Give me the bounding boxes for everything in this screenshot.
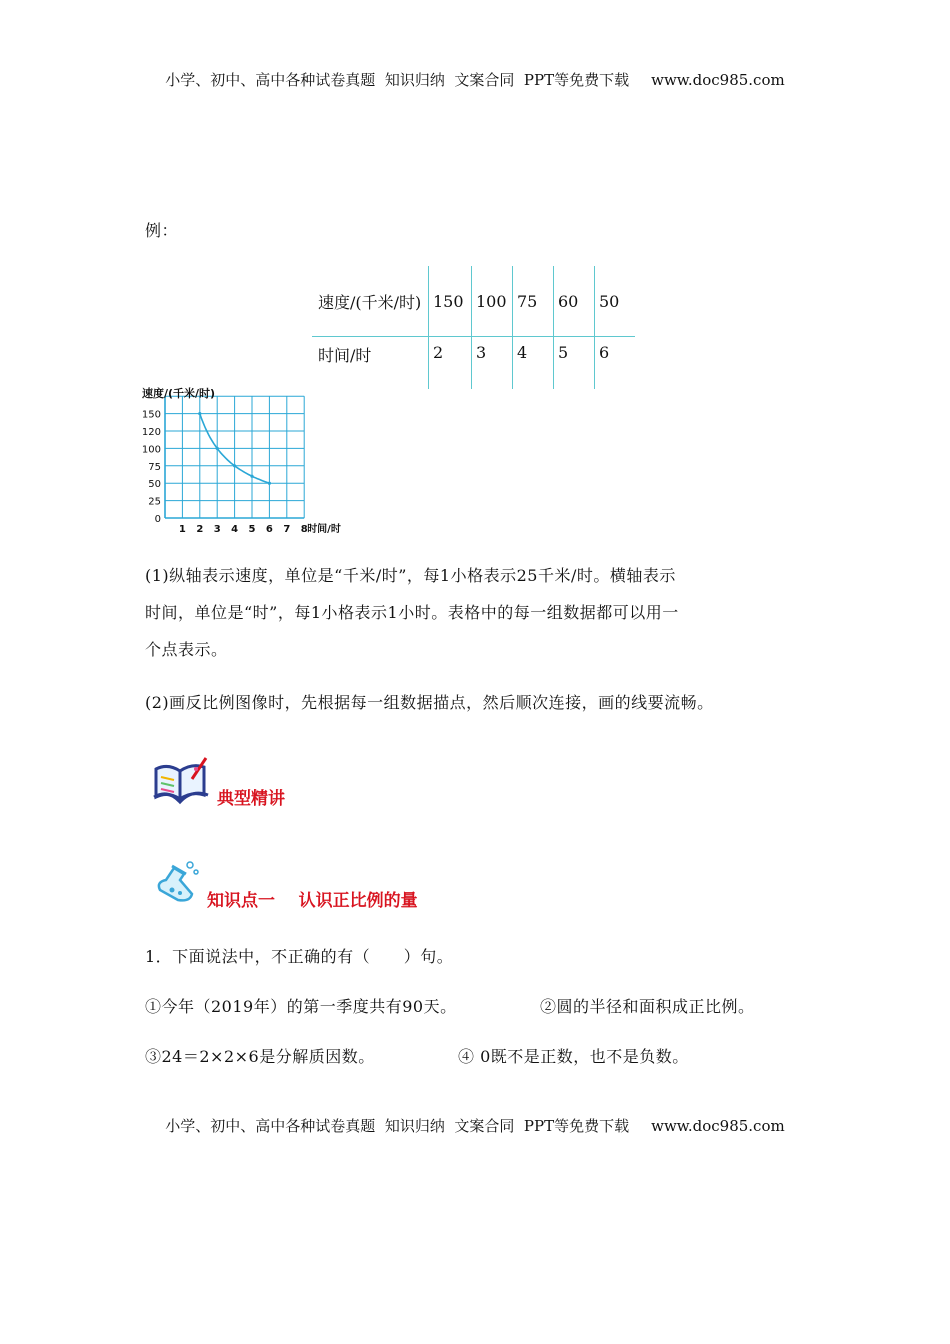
table-cell: 100: [472, 266, 513, 337]
question-option-1: ①今年（2019年）的第一季度共有90天。: [145, 997, 457, 1016]
question-option-3: ③24＝2×2×6是分解质因数。: [145, 1047, 375, 1066]
x-axis-label: 时间/时: [307, 524, 341, 535]
data-point: [268, 482, 271, 485]
page-footer: [0, 1115, 950, 1136]
example-label: 例：: [145, 221, 179, 240]
table-cell: 50: [595, 266, 636, 337]
footer-text: 小学、初中、高中各种试卷真题 知识归纳 文案合同 PPT等免费下载: [165, 1117, 630, 1135]
table-cell: 6: [595, 337, 636, 390]
header-text: 小学、初中、高中各种试卷真题 知识归纳 文案合同 PPT等免费下载: [165, 71, 630, 89]
y-tick-label: 25: [148, 496, 161, 508]
x-tick-label: 7: [283, 524, 291, 535]
open-book-icon: [152, 755, 210, 805]
y-tick-label: 50: [148, 479, 161, 491]
x-tick-label: 3: [213, 524, 221, 535]
y-tick-label: 0: [154, 514, 161, 525]
data-point: [216, 447, 219, 450]
y-tick-label: 120: [141, 427, 161, 438]
table-cell: 60: [554, 266, 595, 337]
x-tick-label: 8: [300, 524, 308, 535]
question-stem: 1．下面说法中，不正确的有（ ）句。: [145, 947, 454, 966]
footer-site: www.doc985.com: [651, 1117, 785, 1135]
y-axis-label: 速度/(千米/时): [142, 387, 216, 400]
paragraph-line: 个点表示。: [145, 640, 228, 659]
table-row-label: 速度/(千米/时): [312, 266, 429, 337]
x-tick-label: 1: [178, 524, 186, 535]
table-row: [312, 266, 635, 337]
table-cell: 5: [554, 337, 595, 390]
x-tick-label: 5: [248, 524, 256, 535]
table-row-label: 时间/时: [318, 346, 372, 365]
table-cell: 75: [513, 266, 554, 337]
paragraph-line: 时间，单位是“时”，每1小格表示1小时。表格中的每一组数据都可以用一: [145, 603, 679, 622]
section-title: 典型精讲: [217, 789, 285, 809]
table-cell: 3: [472, 337, 513, 390]
table-cell: 150: [429, 266, 472, 337]
question-option-4: ④ 0既不是正数，也不是负数。: [458, 1047, 689, 1066]
y-tick-label: 150: [141, 409, 161, 421]
page-header: [0, 69, 950, 90]
x-tick-label: 2: [196, 524, 204, 535]
flask-icon: [154, 860, 202, 904]
question-option-2: ②圆的半径和面积成正比例。: [540, 997, 755, 1016]
data-point: [233, 464, 236, 467]
x-tick-label: 6: [265, 524, 273, 535]
y-tick-label: 100: [141, 444, 161, 456]
table-cell: 4: [513, 337, 554, 390]
data-point: [198, 412, 201, 415]
table-cell: 2: [429, 337, 472, 390]
inverse-proportion-chart: [140, 382, 370, 542]
data-point: [250, 475, 253, 478]
y-tick-label: 75: [148, 461, 161, 473]
x-tick-label: 4: [231, 524, 239, 535]
header-site: www.doc985.com: [651, 71, 785, 89]
paragraph-line: (1)纵轴表示速度，单位是“千米/时”，每1小格表示25千米/时。横轴表示: [145, 566, 676, 585]
explanation-paragraph-2: (2)画反比例图像时，先根据每一组数据描点，然后顺次连接，画的线要流畅。: [145, 693, 714, 712]
speed-time-table: [312, 266, 635, 389]
explanation-paragraph-1: [145, 557, 805, 668]
knowledge-point-title: 知识点一 认识正比例的量: [207, 891, 418, 911]
